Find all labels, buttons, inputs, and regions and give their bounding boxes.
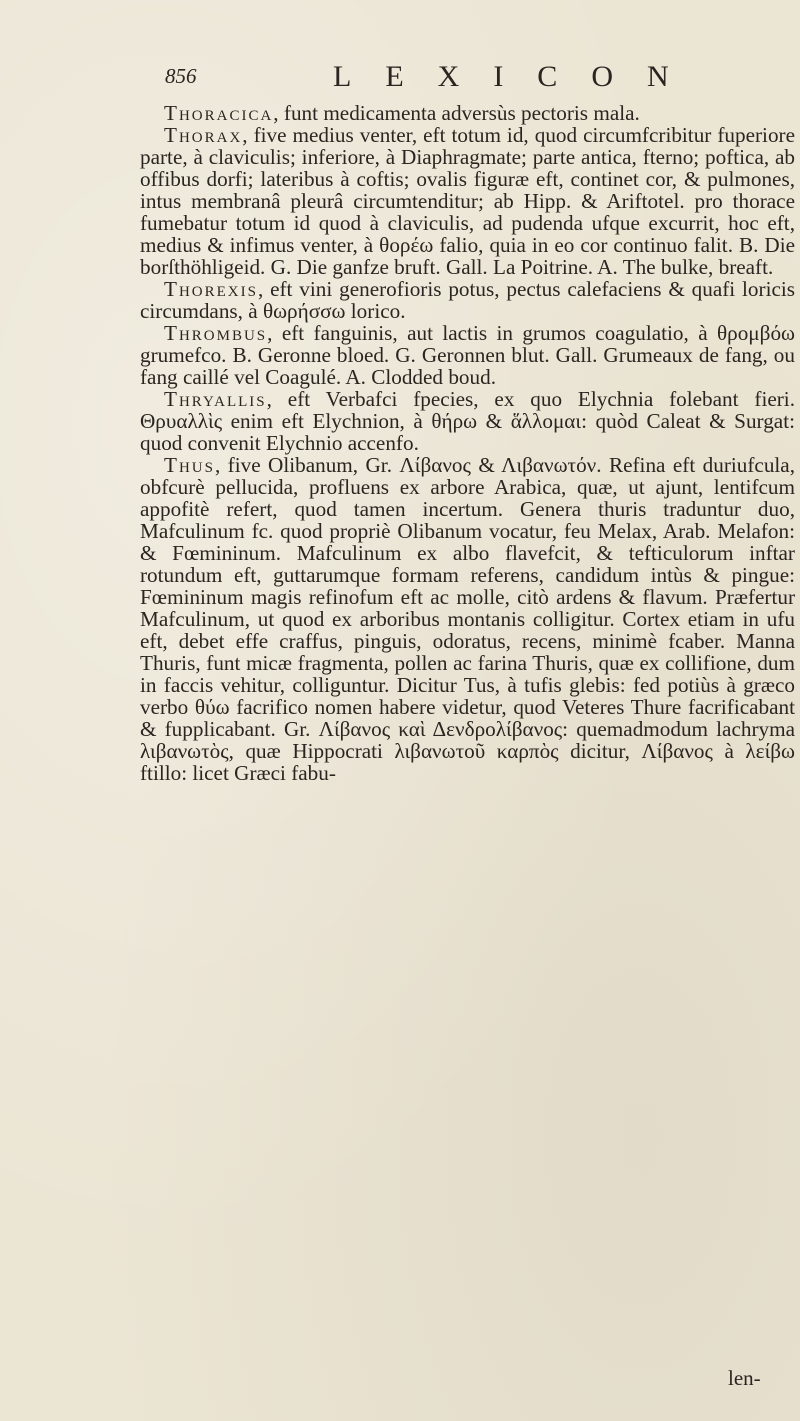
headword: Thoracica <box>164 101 274 125</box>
entry-thorexis <box>140 278 795 322</box>
entry-text: , five Olibanum, Gr. Λίβανος & Λιβανωτόν. Refina eft duriufcula, obfcurè pellucida, profluens ex arbore Arabica, quæ, ut ajunt, lentifcum appofitè refert, quod tamen incertum. Genera thuris traduntur duo, Mafculinum fc. quod propriè Olibanum vocatur, feu Melax, Arab. Melafon: & Fœmininum. Mafculinum ex albo flavefcit, & tefticulorum inftar rotundum eft, guttarumque formam referens, candidum intùs & pingue: Fœmininum magis refinofum eft ac molle, citò ardens & flavum. Præfertur Mafculinum, ut quod ex arboribus montanis colligitur. Cortex etiam in ufu eft, debet effe craffus, pinguis, odoratus, recens, minimè fcaber. Manna Thuris, funt micæ fragmenta, pollen ac farina Thuris, quæ ex collifione, dum in faccis vehitur, colliguntur. Dicitur Tus, à tufis glebis: fed potiùs à græco verbo θύω facrifico nomen habere videtur, quod Veteres Thure facrificabant & fupplicabant. Gr. Λίβανος καὶ Δενδρολίβανος: quemadmodum lachryma λιβανωτὸς, quæ Hippocrati λιβανωτοῦ καρπὸς dicitur, Λίβανος à λείβω ftillo: licet Græci fabu- <box>140 453 795 785</box>
entry-text: , funt medicamenta adversùs pectoris mala. <box>273 101 640 125</box>
running-head <box>165 60 765 100</box>
entry-thrombus <box>140 322 795 388</box>
headword: Thus <box>164 453 215 477</box>
entry-thoracica <box>140 102 795 124</box>
catchword: len- <box>728 1366 761 1390</box>
headword: Thorax <box>164 123 243 147</box>
headword: Thrombus <box>164 321 268 345</box>
entry-thryallis <box>140 388 795 454</box>
entry-text: , eft fanguinis, aut lactis in grumos coagulatio, à θρομβόω grumefco. B. Geronne bloed. G. Geronnen blut. Gall. Grumeaux de fang, ou fang caillé vel Coagulé. A. Clodded boud. <box>140 321 795 389</box>
headword: Thorexis <box>164 277 258 301</box>
lexicon-body <box>140 102 795 784</box>
entry-text: , eft vini generofioris potus, pectus calefaciens & quafi loricis circumdans, à θωρήσσω lorico. <box>140 277 795 323</box>
page-number: 856 <box>165 64 197 88</box>
entry-text: , eft Verbafci fpecies, ex quo Elychnia folebant fieri. Θρυαλλὶς enim eft Elychnion, à θήρω & ἅλλομαι: quòd Caleat & Surgat: quod convenit Elychnio accenfo. <box>140 387 795 455</box>
headword: Thryallis <box>164 387 267 411</box>
entry-thus <box>140 454 795 784</box>
entry-text: , five medius venter, eft totum id, quod circumfcribitur fuperiore parte, à claviculis; inferiore, à Diaphragmate; parte antica, fterno; poftica, ab offibus dorfi; lateribus à coftis; ovalis figuræ eft, continet cor, & pulmones, intus membranâ pleurâ circumtenditur; ab Hipp. & Ariftotel. pro thorace fumebatur totum id quod à claviculis, ad pudenda ufque excurrit, hoc eft, medius & infimus venter, à θορέω falio, quia in eo cor continuo falit. B. Die borſthöhligeid. G. Die ganfze bruft. Gall. La Poitrine. A. The bulke, breaft. <box>140 123 795 279</box>
entry-thorax <box>140 124 795 278</box>
page-title: LEXICON <box>333 60 703 93</box>
